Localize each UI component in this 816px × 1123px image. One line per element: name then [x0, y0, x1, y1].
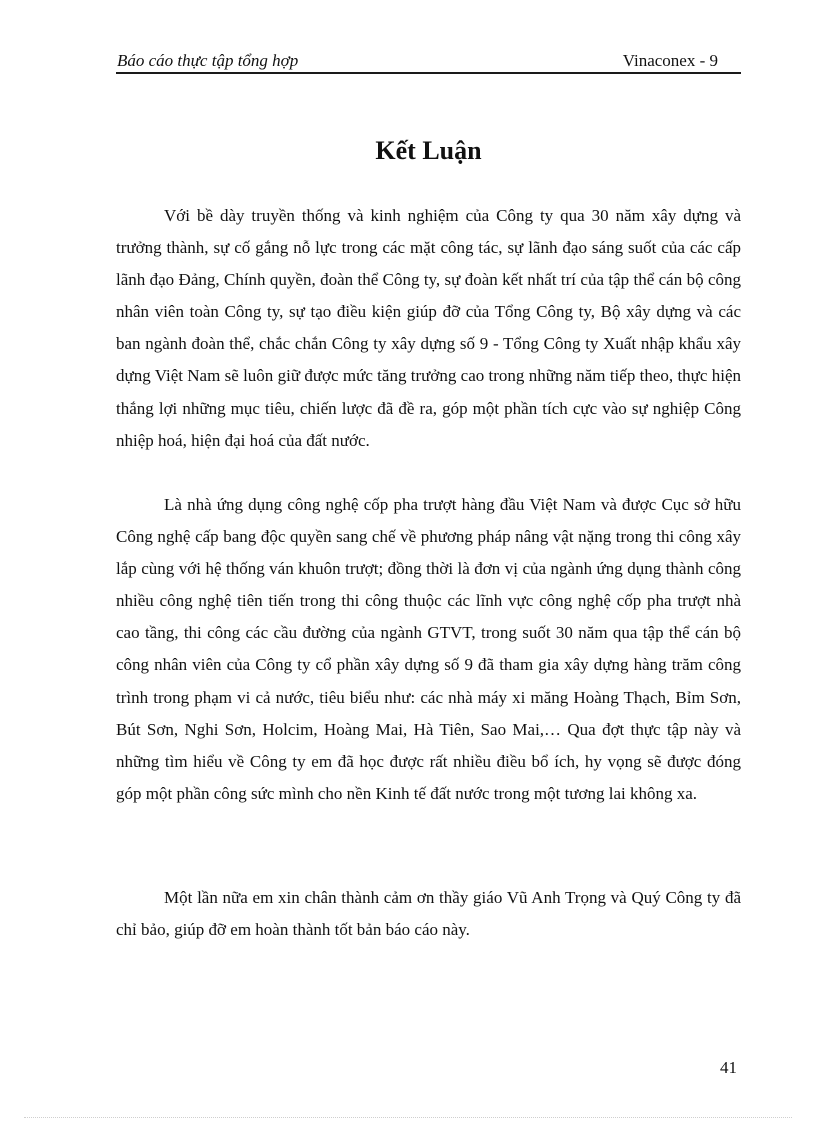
header-company-name: Vinaconex - 9: [622, 51, 718, 70]
paragraph-2: Là nhà ứng dụng công nghệ cốp pha trượt hàng đầu Việt Nam và được Cục sở hữu Công nghệ cấp bang độc quyền sang chế về phương pháp nâng vật nặng trong thi công xây lắp cùng với hệ thống ván khuôn trượt; đồng thời là đơn vị của ngành ứng dụng thành công nhiều công nghệ tiên tiến trong thi công thuộc các lĩnh vực công nghệ cốp pha trượt nhà cao tầng, thi công các cầu đường của ngành GTVT, trong suốt 30 năm qua tập thể cán bộ công nhân viên của Công ty cổ phần xây dựng số 9 đã tham gia xây dựng hàng trăm công trình trong phạm vi cả nước, tiêu biểu như: các nhà máy xi măng Hoàng Thạch, Bỉm Sơn, Bút Sơn, Nghi Sơn, Holcim, Hoàng Mai, Hà Tiên, Sao Mai,… Qua đợt thực tập này và những tìm hiểu về Công ty em đã học được rất nhiều điều bổ ích, hy vọng sẽ được đóng góp một phần công sức mình cho nền Kinh tế đất nước trong một tương lai không xa.: [116, 495, 741, 803]
paragraph-1: Với bề dày truyền thống và kinh nghiệm của Công ty qua 30 năm xây dựng và trưởng thành, sự cố gắng nỗ lực trong các mặt công tác, sự lãnh đạo sáng suốt của các cấp lãnh đạo Đảng, Chính quyền, đoàn thể Công ty, sự đoàn kết nhất trí của tập thể cán bộ công nhân viên toàn Công ty, sự tạo điều kiện giúp đỡ của Tổng Công ty, Bộ xây dựng và các ban ngành đoàn thể, chắc chắn Công ty xây dựng số 9 - Tổng Công ty Xuất nhập khẩu xây dựng Việt Nam sẽ luôn giữ được mức tăng trưởng cao trong những năm tiếp theo, thực hiện thắng lợi những mục tiêu, chiến lược đã đề ra, góp một phần tích cực vào sự nghiệp Công nhiệp hoá, hiện đại hoá của đất nước.: [116, 206, 741, 450]
page-title: Kết Luận: [375, 136, 482, 165]
page-header: [116, 50, 741, 74]
paragraph-3: Một lần nữa em xin chân thành cảm ơn thầy giáo Vũ Anh Trọng và Quý Công ty đã chỉ bảo, giúp đỡ em hoàn thành tốt bản báo cáo này.: [116, 888, 741, 940]
page-number: 41: [720, 1058, 737, 1077]
page-bottom-divider: [24, 1117, 792, 1118]
header-report-title: Báo cáo thực tập tổng hợp: [117, 51, 299, 70]
